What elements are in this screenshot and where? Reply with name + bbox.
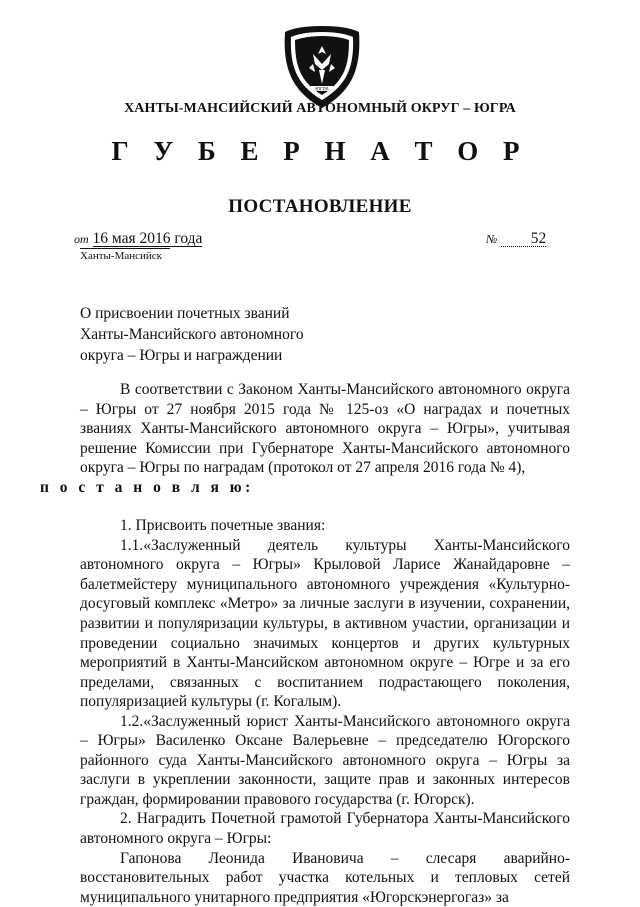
number-value: 52 [501, 231, 546, 247]
clause-1: 1. Присвоить почетные звания: [120, 517, 326, 535]
clause-2-1: Гапонова Леонида Ивановича – слесаря аварийно-восстановительных работ участка котельных и тепловых сетей муниципального унитарного предприятия «Югорскэнергогаз» за [80, 849, 570, 906]
date-prefix: от [74, 232, 89, 246]
clause-1-2: 1.2.«Заслуженный юрист Ханты-Мансийского автономного округа – Югры» Василенко Оксане Валерьевне – председателю Югорского районного суда Ханты-Мансийского автономного округа – Югры за заслуги в укреплении законности, защите прав и законных интересов граждан, формировании правового государства (г. Югорск). [80, 712, 570, 808]
intro-text: В соответствии с Законом Ханты-Мансийского автономного округа – Югры от 27 ноября 2015 года № 125-оз «О наградах и почетных званиях Ханты-Мансийского автономного округа – Югры», учитывая решение Комиссии при Губернаторе Ханты-Мансийского автономного округа – Югры по наградам (протокол от 27 апреля 2016 года № 4), [80, 381, 570, 477]
document-number [486, 230, 546, 248]
city-name: Ханты-Мансийск [80, 248, 170, 262]
emblem-text: ЮГРА [315, 87, 329, 93]
governor-title: Г У Б Е Р Н А Т О Р [111, 136, 529, 166]
number-prefix: № [486, 232, 498, 246]
intro-paragraph [40, 380, 570, 497]
subject-line: Ханты-Мансийского автономного [80, 326, 304, 343]
document-body [40, 380, 570, 907]
clause-2: 2. Наградить Почетной грамотой Губернатора Ханты-Мансийского автономного округа – Югры: [80, 810, 570, 848]
region-name: ХАНТЫ-МАНСИЙСКИЙ АВТОНОМНЫЙ ОКРУГ – ЮГРА [124, 101, 516, 116]
resolve-word: п о с т а н о в л я ю: [40, 478, 254, 496]
document-subject [80, 303, 400, 366]
subject-line: округа – Югры и награждении [80, 347, 283, 364]
document-date [74, 230, 202, 248]
subject-line: О присвоении почетных званий [80, 305, 290, 322]
coat-of-arms-icon [279, 24, 365, 110]
date-value: 16 мая 2016 года [92, 230, 203, 247]
clause-1-1: 1.1.«Заслуженный деятель культуры Ханты-Мансийского автономного округа – Югры» Крыловой Ларисе Жанайдаровне – балетмейстеру муниципального автономного учреждения «Культурно-досуговый комплекс «Метро» за личные заслуги в изучении, сохранении, развитии и популяризации культуры, в активном участии, организации и проведении социально значимых концертов и других культурных мероприятий в Ханты-Мансийском автономном округе – Югре и за его пределами, связанных с воспитанием подрастающего поколения, популяризацией культуры (г. Когалым). [80, 536, 570, 711]
document-type: ПОСТАНОВЛЕНИЕ [228, 196, 412, 217]
